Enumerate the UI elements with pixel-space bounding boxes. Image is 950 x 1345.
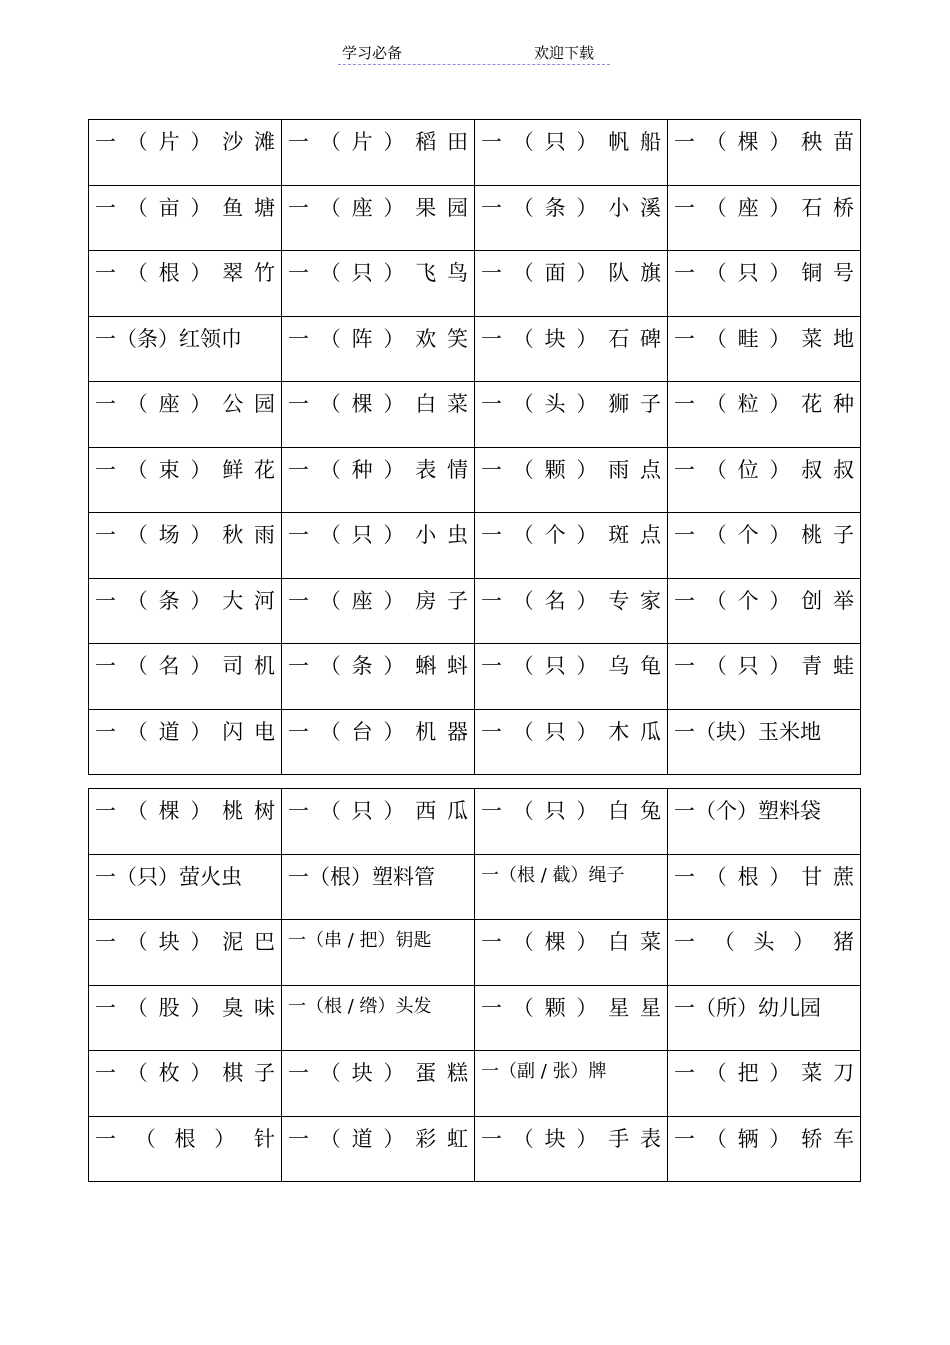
- table-cell: [282, 1116, 475, 1182]
- table-cell: [475, 985, 668, 1051]
- table-cell: [668, 120, 861, 186]
- table-cell: [668, 854, 861, 920]
- table-cell: [668, 1116, 861, 1182]
- table-row: [89, 1116, 861, 1182]
- table-cell: [89, 854, 282, 920]
- measure-word-phrase: 一 （ 只 ） 木 瓜: [481, 719, 661, 744]
- measure-word-phrase: 一 （ 道 ） 彩 虹: [288, 1126, 468, 1151]
- measure-word-phrase: 一 （ 条 ） 蝌 蚪: [288, 654, 468, 678]
- table-cell: [475, 1051, 668, 1117]
- table-cell: [282, 1051, 475, 1117]
- measure-word-phrase: 一 （ 种 ） 表 情: [288, 457, 468, 482]
- measure-word-phrase: 一 （ 只 ） 小 虫: [288, 523, 468, 547]
- table-cell: [282, 185, 475, 251]
- measure-word-phrase: 一（块）玉米地: [674, 719, 821, 744]
- measure-word-phrase: 一 （ 把 ） 菜 刀: [674, 1061, 854, 1085]
- table-row: [89, 382, 861, 448]
- table-cell: [475, 251, 668, 317]
- table-row: [89, 985, 861, 1051]
- table-row: [89, 854, 861, 920]
- table-cell: [282, 644, 475, 710]
- table-cell: [475, 920, 668, 986]
- table-cell: [475, 789, 668, 855]
- table-cell: [668, 1051, 861, 1117]
- table-cell: [475, 644, 668, 710]
- table-cell: [282, 447, 475, 513]
- table-row: [89, 316, 861, 382]
- table-cell: [475, 185, 668, 251]
- table-cell: [282, 578, 475, 644]
- measure-word-phrase: 一（根 / 截）绳子: [481, 864, 625, 886]
- measure-word-phrase: 一 （ 块 ） 泥 巴: [95, 930, 275, 954]
- table-cell: [89, 513, 282, 579]
- table-cell: [668, 513, 861, 579]
- table-cell: [668, 985, 861, 1051]
- table-cell: [282, 316, 475, 382]
- measure-word-phrase: 一 （ 头 ） 狮 子: [481, 392, 661, 416]
- measure-word-phrase: 一 （ 只 ） 飞 鸟: [288, 261, 468, 285]
- measure-word-phrase: 一 （ 亩 ） 鱼 塘: [95, 195, 275, 220]
- table-cell: [475, 316, 668, 382]
- table-cell: [282, 789, 475, 855]
- table-cell: [668, 316, 861, 382]
- measure-word-phrase: 一 （ 只 ） 帆 船: [481, 130, 661, 154]
- table-cell: [89, 789, 282, 855]
- table-cell: [668, 920, 861, 986]
- measure-word-phrase: 一 （ 粒 ） 花 种: [674, 392, 854, 416]
- table-cell: [89, 1051, 282, 1117]
- table-cell: [89, 316, 282, 382]
- table-row: [89, 644, 861, 710]
- table-cell: [668, 789, 861, 855]
- measure-word-phrase: 一 （ 台 ） 机 器: [288, 719, 468, 744]
- table-cell: [89, 920, 282, 986]
- measure-word-phrase: 一 （ 个 ） 创 举: [674, 588, 854, 613]
- header-left-text: 学习必备: [342, 44, 403, 62]
- measure-word-phrase: 一（副 / 张）牌: [481, 1061, 607, 1082]
- table-row: [89, 513, 861, 579]
- measure-word-phrase: 一 （ 棵 ） 白 菜: [481, 930, 661, 954]
- table-cell: [89, 985, 282, 1051]
- table-row: [89, 578, 861, 644]
- table-cell: [282, 120, 475, 186]
- measure-word-table-1: [88, 119, 861, 775]
- table-cell: [89, 644, 282, 710]
- table-cell: [668, 185, 861, 251]
- table-cell: [475, 709, 668, 775]
- table-cell: [475, 382, 668, 448]
- measure-word-phrase: 一 （ 只 ） 铜 号: [674, 261, 854, 285]
- measure-word-phrase: 一 （ 道 ） 闪 电: [95, 719, 275, 744]
- table-row: [89, 120, 861, 186]
- table-cell: [668, 644, 861, 710]
- table-row: [89, 1051, 861, 1117]
- header-right-text: 欢迎下载: [534, 44, 595, 62]
- measure-word-phrase: 一（只）萤火虫: [95, 864, 242, 889]
- measure-word-phrase: 一 （ 棵 ） 秧 苗: [674, 130, 854, 154]
- table-row: [89, 709, 861, 775]
- table-cell: [89, 709, 282, 775]
- table-cell: [475, 447, 668, 513]
- measure-word-phrase: 一 （ 个 ） 斑 点: [481, 523, 661, 547]
- table-cell: [282, 854, 475, 920]
- measure-word-phrase: 一 （ 只 ） 乌 龟: [481, 654, 661, 678]
- measure-word-phrase: 一 （ 根 ） 针: [95, 1126, 275, 1151]
- measure-word-phrase: 一 （ 头 ） 猪: [674, 930, 854, 954]
- measure-word-phrase: 一 （ 颗 ） 星 星: [481, 995, 661, 1020]
- table-cell: [282, 920, 475, 986]
- table-row: [89, 789, 861, 855]
- table-cell: [89, 382, 282, 448]
- measure-word-phrase: 一 （ 辆 ） 轿 车: [674, 1126, 854, 1151]
- table-cell: [89, 120, 282, 186]
- table-row: [89, 920, 861, 986]
- table-cell: [282, 382, 475, 448]
- measure-word-phrase: 一 （ 只 ） 青 蛙: [674, 654, 854, 678]
- measure-word-phrase: 一 （ 阵 ） 欢 笑: [288, 326, 468, 351]
- measure-word-phrase: 一 （ 名 ） 专 家: [481, 588, 661, 613]
- measure-word-phrase: 一 （ 个 ） 桃 子: [674, 523, 854, 547]
- table-cell: [475, 513, 668, 579]
- table-cell: [475, 120, 668, 186]
- table-cell: [668, 382, 861, 448]
- table-cell: [475, 1116, 668, 1182]
- table-cell: [668, 447, 861, 513]
- measure-word-phrase: 一 （ 块 ） 石 碑: [481, 326, 661, 351]
- measure-word-phrase: 一 （ 根 ） 翠 竹: [95, 261, 275, 285]
- measure-word-phrase: 一（所）幼儿园: [674, 995, 821, 1020]
- table-cell: [89, 447, 282, 513]
- measure-word-phrase: 一（根）塑料管: [288, 864, 435, 889]
- measure-word-phrase: 一 （ 股 ） 臭 味: [95, 995, 275, 1020]
- measure-word-table-2: [88, 788, 861, 1182]
- table-cell: [668, 251, 861, 317]
- measure-word-phrase: 一 （ 棵 ） 桃 树: [95, 799, 275, 823]
- measure-word-phrase: 一 （ 座 ） 石 桥: [674, 195, 854, 220]
- measure-word-phrase: 一 （ 片 ） 沙 滩: [95, 130, 275, 154]
- table-cell: [475, 854, 668, 920]
- measure-word-phrase: 一（串 / 把）钥匙: [288, 930, 432, 951]
- table-row: [89, 251, 861, 317]
- table-cell: [475, 578, 668, 644]
- measure-word-phrase: 一（条）红领巾: [95, 326, 242, 351]
- table-cell: [668, 709, 861, 775]
- measure-word-phrase: 一 （ 面 ） 队 旗: [481, 261, 661, 285]
- measure-word-phrase: 一 （ 只 ） 西 瓜: [288, 799, 468, 823]
- table-cell: [282, 709, 475, 775]
- table-cell: [89, 578, 282, 644]
- measure-word-phrase: 一 （ 畦 ） 菜 地: [674, 326, 854, 351]
- measure-word-phrase: 一 （ 只 ） 白 兔: [481, 799, 661, 823]
- measure-word-phrase: 一（个）塑料袋: [674, 799, 821, 823]
- table-cell: [282, 985, 475, 1051]
- table-cell: [668, 578, 861, 644]
- table-cell: [282, 251, 475, 317]
- table-cell: [89, 1116, 282, 1182]
- measure-word-phrase: 一 （ 根 ） 甘 蔗: [674, 864, 854, 889]
- table-cell: [89, 185, 282, 251]
- measure-word-phrase: 一 （ 束 ） 鲜 花: [95, 457, 275, 482]
- measure-word-phrase: 一 （ 枚 ） 棋 子: [95, 1061, 275, 1085]
- measure-word-phrase: 一 （ 座 ） 果 园: [288, 195, 468, 220]
- measure-word-phrase: 一（根 / 绺）头发: [288, 995, 432, 1017]
- measure-word-phrase: 一 （ 场 ） 秋 雨: [95, 523, 275, 547]
- table-row: [89, 185, 861, 251]
- table-cell: [282, 513, 475, 579]
- measure-word-phrase: 一 （ 块 ） 蛋 糕: [288, 1061, 468, 1085]
- measure-word-phrase: 一 （ 名 ） 司 机: [95, 654, 275, 678]
- measure-word-phrase: 一 （ 条 ） 大 河: [95, 588, 275, 613]
- page-header: [338, 42, 610, 65]
- measure-word-phrase: 一 （ 位 ） 叔 叔: [674, 457, 854, 482]
- measure-word-phrase: 一 （ 块 ） 手 表: [481, 1126, 661, 1151]
- measure-word-phrase: 一 （ 座 ） 房 子: [288, 588, 468, 613]
- measure-word-phrase: 一 （ 颗 ） 雨 点: [481, 457, 661, 482]
- table-row: [89, 447, 861, 513]
- measure-word-phrase: 一 （ 片 ） 稻 田: [288, 130, 468, 154]
- measure-word-phrase: 一 （ 座 ） 公 园: [95, 392, 275, 416]
- table-cell: [89, 251, 282, 317]
- measure-word-phrase: 一 （ 棵 ） 白 菜: [288, 392, 468, 416]
- measure-word-phrase: 一 （ 条 ） 小 溪: [481, 195, 661, 220]
